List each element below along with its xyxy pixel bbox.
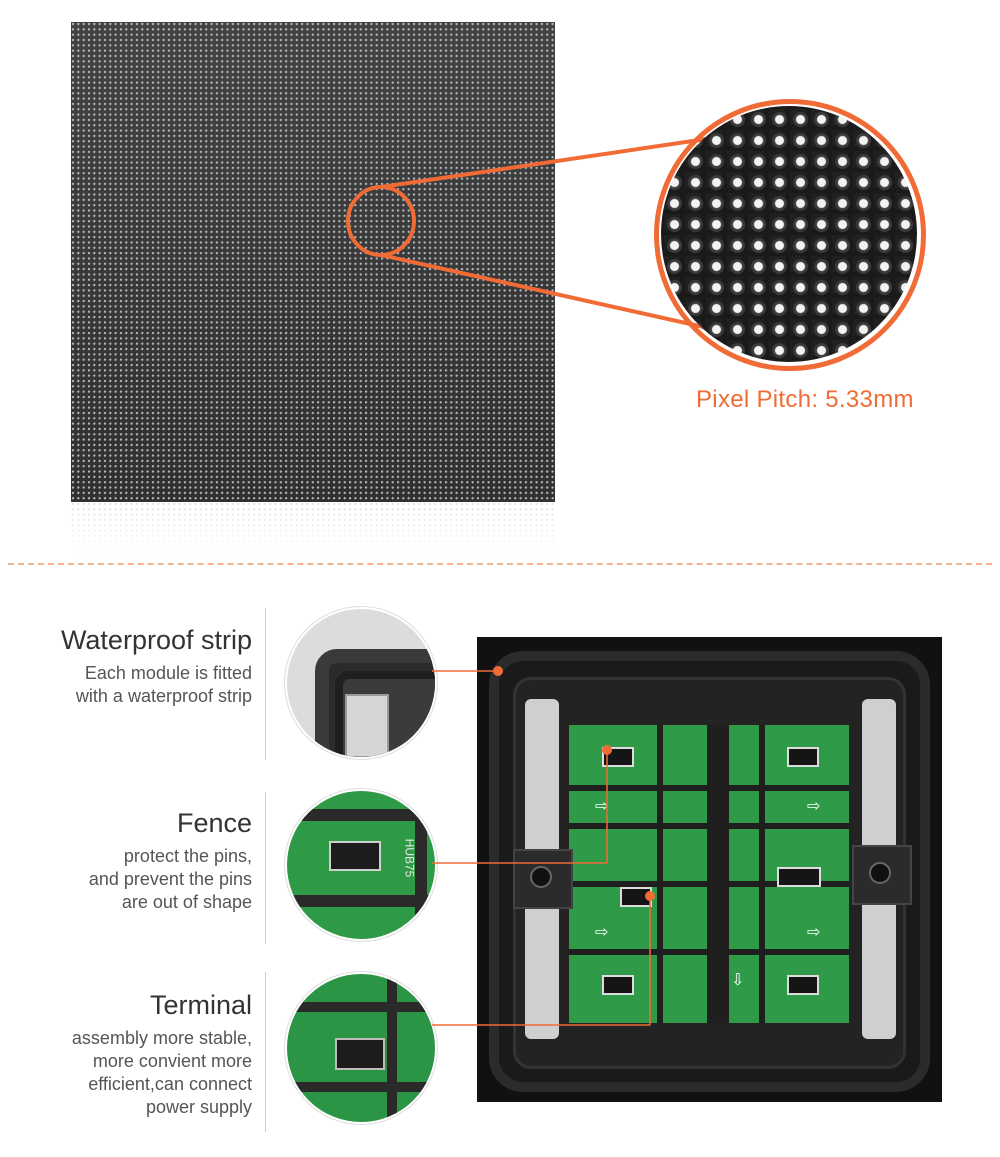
- feature-terminal: [72, 990, 252, 1119]
- feature-divider-line: [265, 972, 266, 1132]
- feature-divider-line: [265, 792, 266, 944]
- hub-label: HUB75: [402, 838, 417, 878]
- hub-connector: [620, 887, 652, 907]
- led-module-back-image: [477, 637, 942, 1102]
- fence-rib: [287, 809, 435, 821]
- led-module-reflection: [71, 502, 555, 554]
- feature-fence: [89, 808, 252, 914]
- arrow-right-icon: ⇨: [595, 798, 609, 815]
- arrow-right-icon: ⇨: [807, 924, 821, 941]
- pixel-zoom-ring: [654, 99, 926, 371]
- led-module-front-image: [71, 22, 555, 502]
- pin-header: [329, 841, 381, 871]
- fence-rib: [287, 1082, 435, 1092]
- feature-waterproof-strip: [61, 625, 252, 708]
- arrow-right-icon: ⇨: [595, 924, 609, 941]
- lock-knob: [869, 862, 891, 884]
- power-terminal: [777, 867, 821, 887]
- arrow-down-icon: ⇩: [731, 972, 745, 989]
- feature-title: Terminal: [149, 990, 252, 1020]
- fence-rib: [287, 1002, 435, 1012]
- waterproof-strip-detail-image: [285, 607, 437, 759]
- fence-rib: [657, 725, 663, 1023]
- fence-rib: [387, 974, 397, 1122]
- terminal-connector: [335, 1038, 385, 1070]
- fence-rib: [287, 895, 435, 907]
- terminal-detail-image: [285, 972, 437, 1124]
- feature-description: Each module is fitted with a waterproof strip: [75, 663, 252, 706]
- pixel-pitch-label: Pixel Pitch: 5.33mm: [696, 386, 914, 413]
- lock-knob: [530, 866, 552, 888]
- section-divider: [8, 563, 992, 565]
- feature-description: assembly more stable, more convient more efficient,can connect power supply: [71, 1028, 252, 1117]
- hub-connector: [602, 975, 634, 995]
- fence-detail-image: [285, 789, 437, 941]
- latch: [345, 694, 389, 758]
- feature-description: protect the pins, and prevent the pins are out of shape: [88, 846, 252, 912]
- arrow-right-icon: ⇨: [807, 798, 821, 815]
- feature-title: Waterproof strip: [60, 625, 252, 655]
- hub-connector: [787, 747, 819, 767]
- feature-divider-line: [265, 608, 266, 760]
- hub-connector: [602, 747, 634, 767]
- fence-rib: [759, 725, 765, 1023]
- fence-rib: [415, 791, 427, 939]
- fence-rib: [707, 725, 729, 1023]
- hub-connector: [787, 975, 819, 995]
- feature-title: Fence: [176, 808, 252, 838]
